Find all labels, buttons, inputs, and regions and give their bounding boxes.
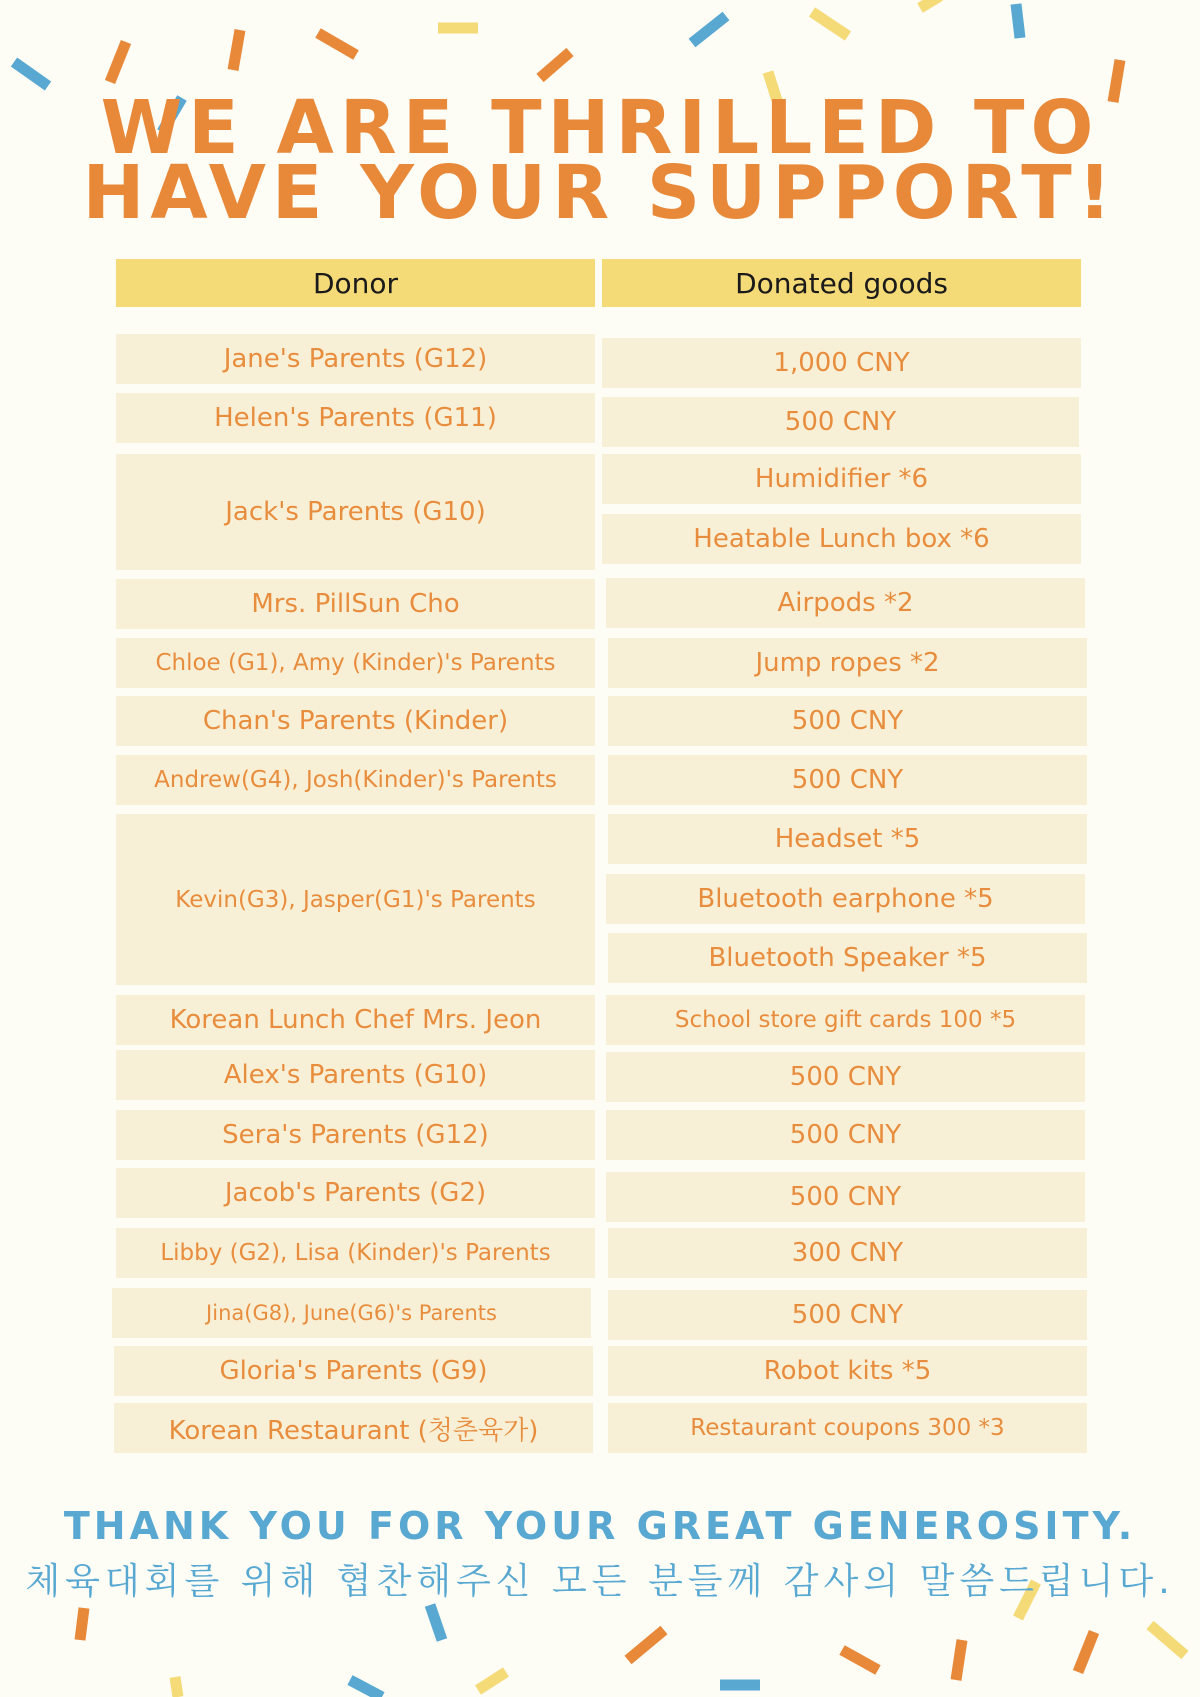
goods-cell: 500 CNY <box>602 397 1079 447</box>
donor-cell: Libby (G2), Lisa (Kinder)'s Parents <box>116 1228 595 1278</box>
thank-you-message: THANK YOU FOR YOUR GREAT GENEROSITY. <box>63 1504 1137 1548</box>
donor-cell: Sera's Parents (G12) <box>116 1110 595 1160</box>
goods-cell: Restaurant coupons 300 *3 <box>608 1403 1087 1453</box>
goods-cell: Jump ropes *2 <box>608 638 1087 688</box>
donor-cell: Chan's Parents (Kinder) <box>116 696 595 746</box>
goods-cell: 500 CNY <box>608 1290 1087 1340</box>
donor-cell: Korean Restaurant (청춘육가) <box>114 1403 593 1453</box>
goods-cell: 1,000 CNY <box>602 338 1081 388</box>
goods-cell: 500 CNY <box>606 1172 1085 1222</box>
donor-cell: Chloe (G1), Amy (Kinder)'s Parents <box>116 638 595 688</box>
donor-cell: Jacob's Parents (G2) <box>116 1168 595 1218</box>
donor-cell: Jina(G8), June(G6)'s Parents <box>112 1288 591 1338</box>
title-line-2: HAVE YOUR SUPPORT! <box>82 150 1118 236</box>
donor-cell: Mrs. PillSun Cho <box>116 579 595 629</box>
goods-cell: 300 CNY <box>608 1228 1087 1278</box>
goods-cell: 500 CNY <box>608 755 1087 805</box>
goods-cell: Humidifier *6 <box>602 454 1081 504</box>
goods-cell: 500 CNY <box>608 696 1087 746</box>
header-donated-goods: Donated goods <box>602 259 1081 307</box>
donor-cell: Alex's Parents (G10) <box>116 1050 595 1100</box>
goods-cell: Bluetooth Speaker *5 <box>608 933 1087 983</box>
korean-thank-you-message: 체육대회를 위해 협찬해주신 모든 분들께 감사의 말씀드립니다. <box>25 1561 1175 1602</box>
goods-cell: Airpods *2 <box>606 578 1085 628</box>
goods-cell: Bluetooth earphone *5 <box>606 874 1085 924</box>
goods-cell: 500 CNY <box>606 1110 1085 1160</box>
donor-cell: Helen's Parents (G11) <box>116 393 595 443</box>
goods-cell: School store gift cards 100 *5 <box>606 995 1085 1045</box>
donor-cell: Korean Lunch Chef Mrs. Jeon <box>116 995 595 1045</box>
header-donor: Donor <box>116 259 595 307</box>
goods-cell: 500 CNY <box>606 1052 1085 1102</box>
donor-cell: Andrew(G4), Josh(Kinder)'s Parents <box>116 755 595 805</box>
title-line-1: WE ARE THRILLED TO <box>100 85 1100 171</box>
donor-cell: Jack's Parents (G10) <box>116 454 595 570</box>
donor-cell: Jane's Parents (G12) <box>116 334 595 384</box>
donor-cell: Kevin(G3), Jasper(G1)'s Parents <box>116 814 595 985</box>
goods-cell: Headset *5 <box>608 814 1087 864</box>
goods-cell: Robot kits *5 <box>608 1346 1087 1396</box>
goods-cell: Heatable Lunch box *6 <box>602 514 1081 564</box>
donor-cell: Gloria's Parents (G9) <box>114 1346 593 1396</box>
